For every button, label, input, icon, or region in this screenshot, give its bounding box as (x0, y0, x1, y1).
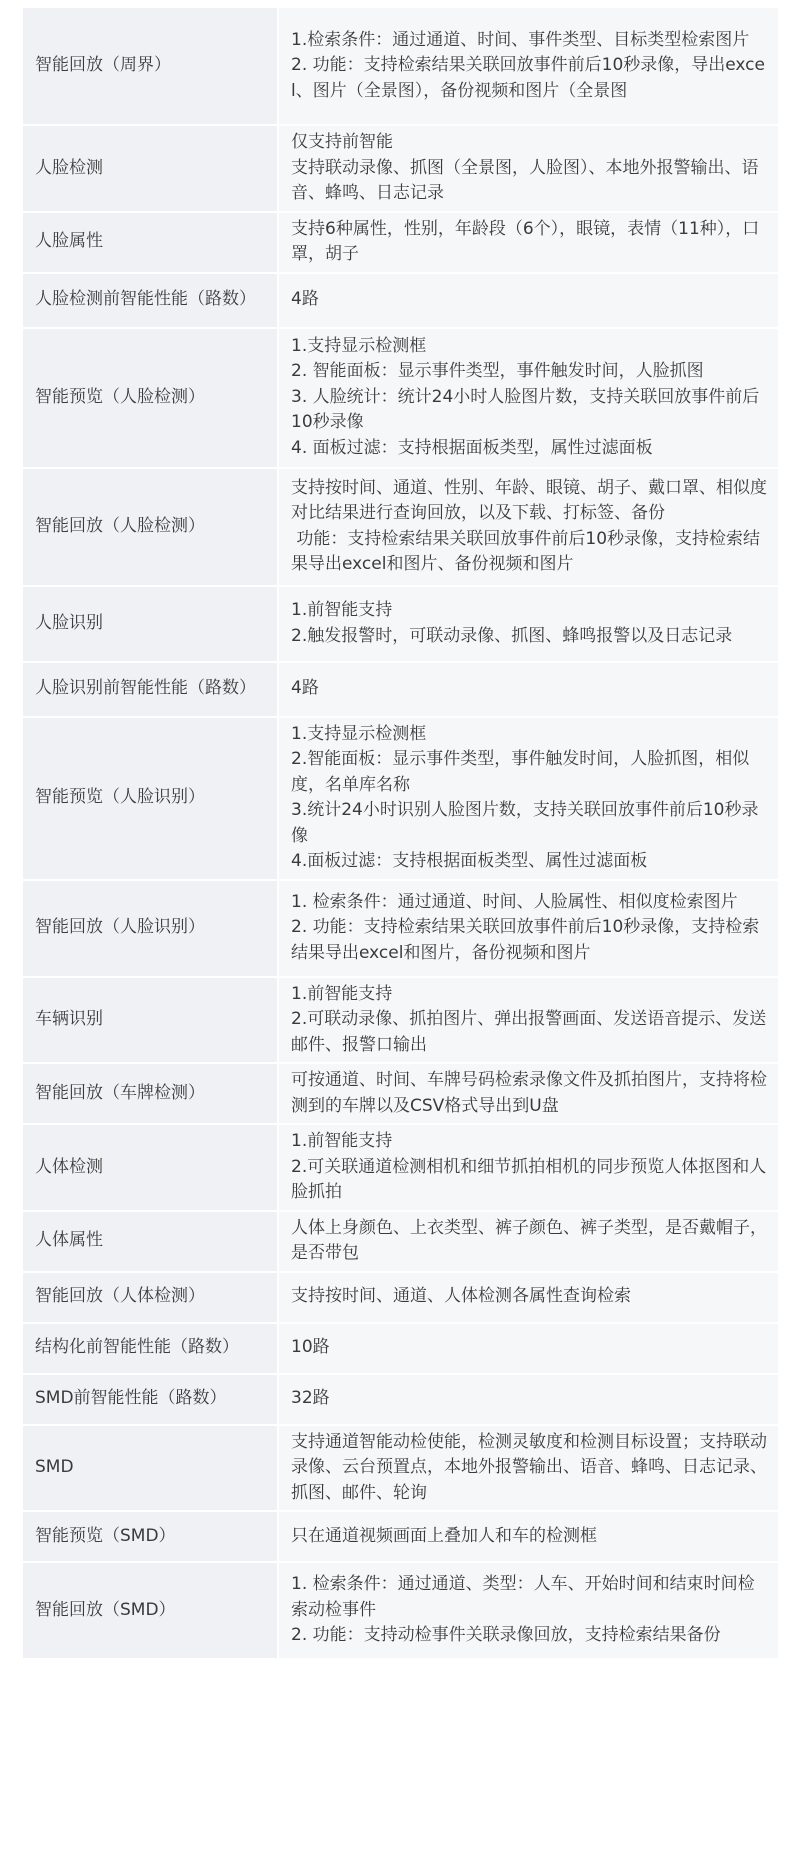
description-line: 1.前智能支持 (291, 983, 393, 1004)
description-line: 2.可联动录像、抓拍图片、弹出报警画面、发送语音提示、发送邮件、报警口输出 (291, 1009, 767, 1055)
table-row (22, 468, 779, 586)
feature-name-cell: SMD前智能性能（路数） (22, 1374, 278, 1425)
feature-description-cell (278, 468, 779, 586)
feature-description-cell (278, 1323, 779, 1374)
table-row (22, 977, 779, 1064)
description-line: 1.支持显示检测框 (291, 335, 427, 356)
feature-name-cell: 智能回放（SMD） (22, 1562, 278, 1659)
feature-name-cell: 人体属性 (22, 1211, 278, 1272)
feature-name-cell: 人脸属性 (22, 212, 278, 273)
description-line: 2.触发报警时，可联动录像、抓图、蜂鸣报警以及日志记录 (291, 625, 733, 646)
description-line: 1.支持显示检测框 (291, 723, 427, 744)
feature-name-cell: 人脸识别前智能性能（路数） (22, 662, 278, 717)
feature-name-cell: 智能回放（人脸检测） (22, 468, 278, 586)
table-row (22, 1562, 779, 1659)
table-row (22, 328, 779, 468)
feature-name-cell: 人脸检测前智能性能（路数） (22, 273, 278, 328)
table-row (22, 1374, 779, 1425)
feature-description-cell (278, 1211, 779, 1272)
feature-description-cell (278, 1511, 779, 1562)
table-row (22, 1323, 779, 1374)
feature-name-cell: 人脸检测 (22, 125, 278, 212)
table-row (22, 125, 779, 212)
feature-description-cell (278, 328, 779, 468)
feature-description-cell (278, 1124, 779, 1211)
table-row (22, 7, 779, 125)
description-line: 支持通道智能动检使能，检测灵敏度和检测目标设置；支持联动录像、云台预置点，本地外报警输出、语音、蜂鸣、日志记录、抓图、邮件、轮询 (291, 1431, 767, 1503)
feature-name-cell: 人脸识别 (22, 586, 278, 662)
feature-name-cell: 智能回放（周界） (22, 7, 278, 125)
description-line: 1. 检索条件：通过通道、类型：人车、开始时间和结束时间检索动检事件 (291, 1574, 755, 1620)
description-line: 支持按时间、通道、人体检测各属性查询检索 (291, 1286, 631, 1307)
description-line: 人体上身颜色、上衣类型、裤子颜色、裤子类型，是否戴帽子，是否带包 (291, 1217, 767, 1263)
table-row (22, 1211, 779, 1272)
feature-description-cell (278, 586, 779, 662)
table-row (22, 1063, 779, 1124)
feature-description-cell (278, 7, 779, 125)
feature-description-cell (278, 1374, 779, 1425)
feature-description-cell (278, 273, 779, 328)
feature-description-cell (278, 717, 779, 880)
description-line: 4路 (291, 678, 319, 699)
description-line: 1.前智能支持 (291, 1131, 393, 1151)
description-line: 10路 (291, 1337, 330, 1358)
description-line: 2. 功能：支持检索结果关联回放事件前后10秒录像，支持检索结果导出excel和图片，备份视频和图片 (291, 917, 760, 963)
description-line: 1.前智能支持 (291, 600, 393, 620)
description-line: 2. 智能面板：显示事件类型，事件触发时间，人脸抓图 (291, 361, 704, 382)
feature-name-cell: 智能回放（人脸识别） (22, 880, 278, 977)
feature-name-cell: 智能预览（人脸检测） (22, 328, 278, 468)
table-row (22, 1511, 779, 1562)
description-line: 4.面板过滤：支持根据面板类型、属性过滤面板 (291, 851, 648, 871)
feature-description-cell (278, 662, 779, 717)
feature-name-cell: 车辆识别 (22, 977, 278, 1064)
description-line: 2. 功能：支持检索结果关联回放事件前后10秒录像，导出excel、图片（全景图），备份视频和图片（全景图 (291, 55, 765, 101)
table-row (22, 586, 779, 662)
table-row (22, 1124, 779, 1211)
description-line: 2. 功能：支持动检事件关联录像回放，支持检索结果备份 (291, 1625, 721, 1646)
feature-name-cell: 人体检测 (22, 1124, 278, 1211)
description-line: 支持按时间、通道、性别、年龄、眼镜、胡子、戴口罩、相似度对比结果进行查询回放，以及下载、打标签、备份 (291, 477, 767, 523)
feature-description-cell (278, 125, 779, 212)
description-line: 功能：支持检索结果关联回放事件前后10秒录像，支持检索结果导出excel和图片、备份视频和图片 (291, 528, 761, 574)
description-line: 可按通道、时间、车牌号码检索录像文件及抓拍图片，支持将检测到的车牌以及CSV格式导出到U盘 (291, 1070, 767, 1116)
feature-description-cell (278, 977, 779, 1064)
feature-description-cell (278, 1063, 779, 1124)
table-row (22, 717, 779, 880)
feature-description-cell (278, 880, 779, 977)
spec-table (21, 6, 780, 1660)
description-line: 支持6种属性，性别，年龄段（6个），眼镜，表情（11种），口罩，胡子 (291, 218, 760, 264)
description-line: 2.智能面板：显示事件类型，事件触发时间，人脸抓图，相似度，名单库名称 (291, 749, 750, 795)
table-row (22, 662, 779, 717)
description-line: 3.统计24小时识别人脸图片数，支持关联回放事件前后10秒录像 (291, 800, 759, 846)
feature-name-cell: 结构化前智能性能（路数） (22, 1323, 278, 1374)
table-row (22, 1425, 779, 1512)
description-line: 1.检索条件：通过通道、时间、事件类型、目标类型检索图片 (291, 29, 750, 50)
feature-description-cell (278, 1562, 779, 1659)
table-row (22, 273, 779, 328)
description-line: 1. 检索条件：通过通道、时间、人脸属性、相似度检索图片 (291, 891, 738, 912)
feature-description-cell (278, 1272, 779, 1323)
feature-name-cell: 智能预览（人脸识别） (22, 717, 278, 880)
description-line: 只在通道视频画面上叠加人和车的检测框 (291, 1525, 597, 1546)
description-line: 4. 面板过滤：支持根据面板类型，属性过滤面板 (291, 437, 653, 458)
spec-sheet (21, 6, 778, 1660)
feature-name-cell: 智能回放（车牌检测） (22, 1063, 278, 1124)
table-row (22, 880, 779, 977)
table-row (22, 212, 779, 273)
feature-name-cell: 智能回放（人体检测） (22, 1272, 278, 1323)
description-line: 4路 (291, 289, 319, 310)
description-line: 32路 (291, 1388, 330, 1409)
description-line: 2.可关联通道检测相机和细节抓拍相机的同步预览人体抠图和人脸抓拍 (291, 1156, 767, 1202)
spec-table-body (22, 7, 779, 1659)
description-line: 支持联动录像、抓图（全景图，人脸图）、本地外报警输出、语音、蜂鸣、日志记录 (291, 157, 759, 203)
feature-name-cell: 智能预览（SMD） (22, 1511, 278, 1562)
feature-description-cell (278, 1425, 779, 1512)
description-line: 3. 人脸统计：统计24小时人脸图片数，支持关联回放事件前后10秒录像 (291, 386, 760, 433)
feature-name-cell: SMD (22, 1425, 278, 1512)
feature-description-cell (278, 212, 779, 273)
table-row (22, 1272, 779, 1323)
description-line: 仅支持前智能 (291, 132, 393, 152)
